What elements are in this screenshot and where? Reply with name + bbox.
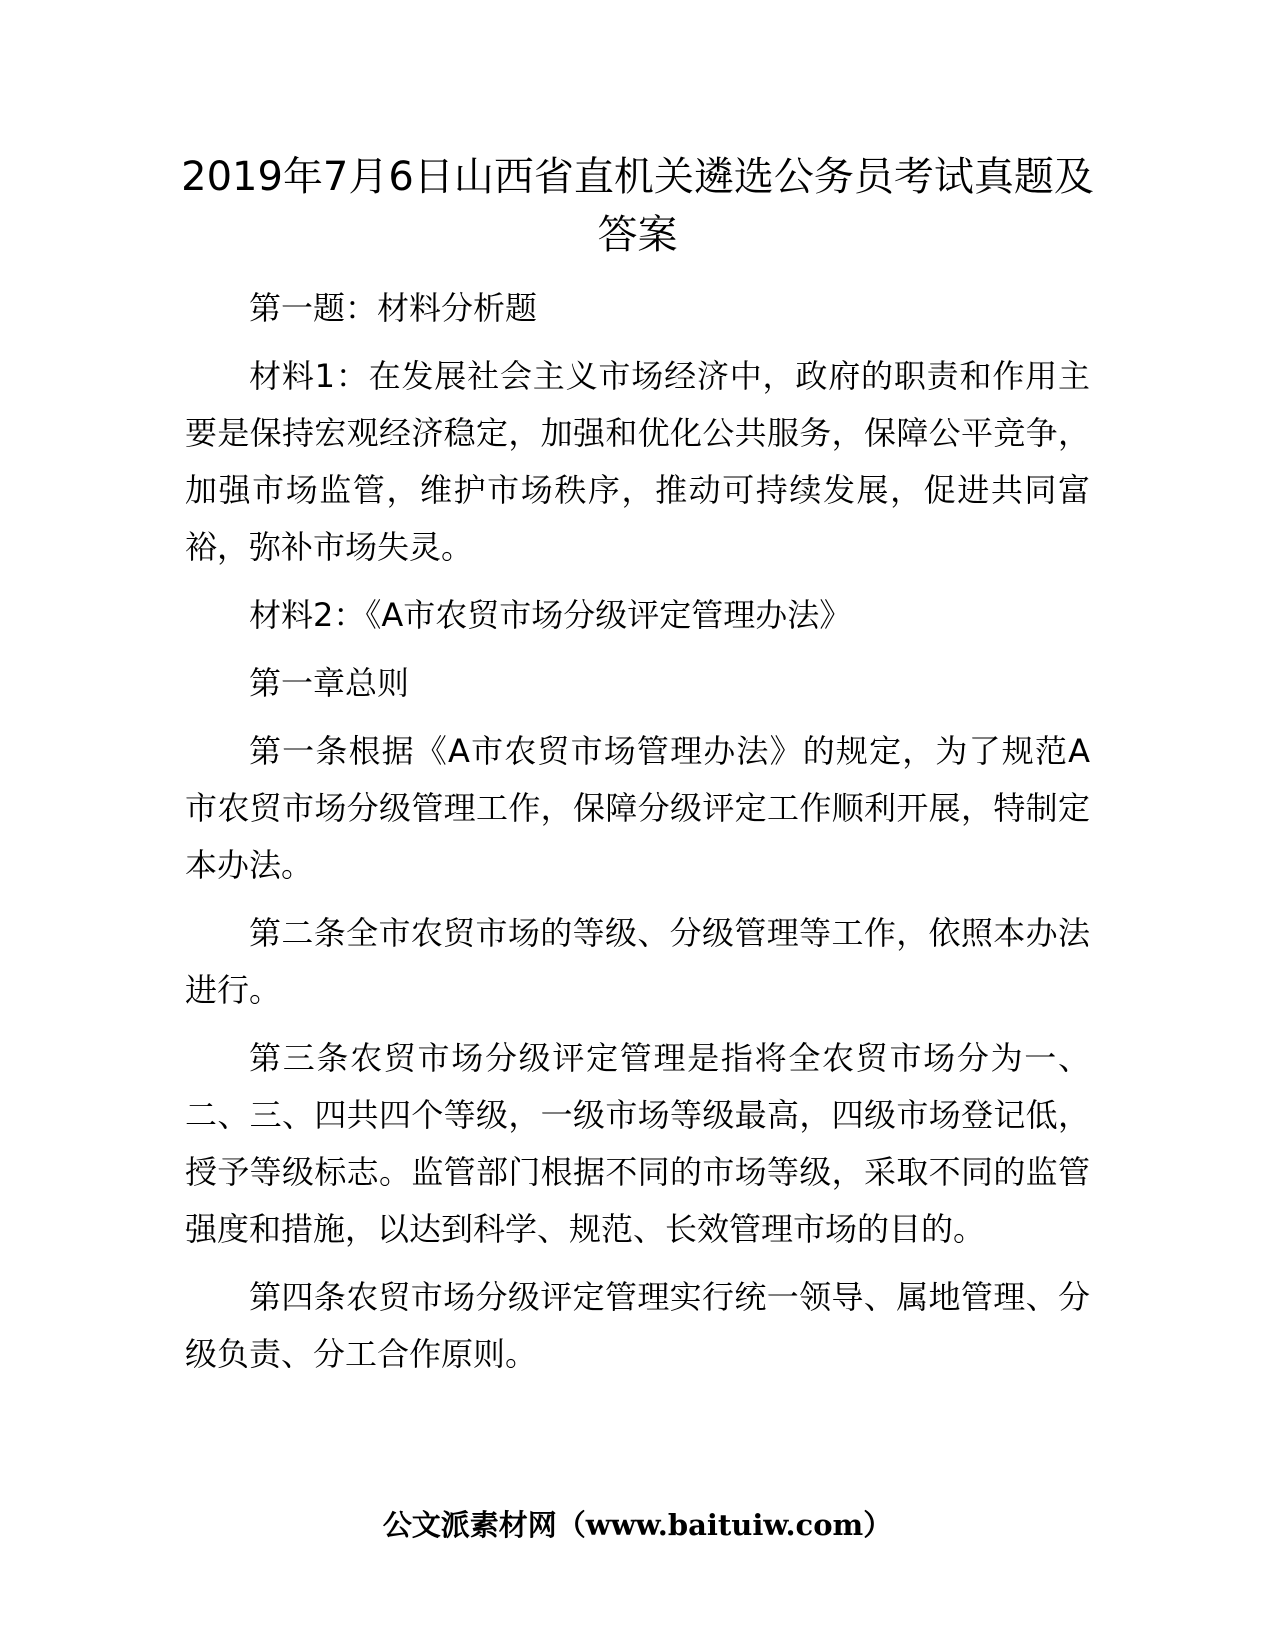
paragraph-article-3: 第三条农贸市场分级评定管理是指将全农贸市场分为一、二、三、四共四个等级，一级市场等级最高，四级市场登记低，授予等级标志。监管部门根据不同的市场等级，采取不同的监管强度和措施，以达到科学、规范、长效管理市场的目的。 [185,1039,1090,1248]
paragraph-article-4: 第四条农贸市场分级评定管理实行统一领导、属地管理、分级负责、分工合作原则。 [185,1278,1090,1373]
document-title: 2019年7月6日山西省直机关遴选公务员考试真题及答案 [181,154,1094,258]
document-body [185,280,1090,1383]
paragraph-article-2: 第二条全市农贸市场的等级、分级管理等工作，依照本办法进行。 [185,914,1090,1009]
paragraph-material-1: 材料1：在发展社会主义市场经济中，政府的职责和作用主要是保持宏观经济稳定，加强和优化公共服务，保障公平竞争，加强市场监管，维护市场秩序，推动可持续发展，促进共同富裕，弥补市场失灵。 [185,357,1090,566]
paragraph-material-2: 材料2：《A市农贸市场分级评定管理办法》 [249,596,852,634]
paragraph-chapter-heading: 第一章总则 [249,664,410,702]
paragraph-question-heading: 第一题：材料分析题 [249,289,538,327]
page-footer-source: 公文派素材网（www.baituiw.com） [382,1508,893,1542]
paragraph-article-1: 第一条根据《A市农贸市场管理办法》的规定，为了规范A市农贸市场分级管理工作，保障分级评定工作顺利开展，特制定本办法。 [185,732,1090,884]
